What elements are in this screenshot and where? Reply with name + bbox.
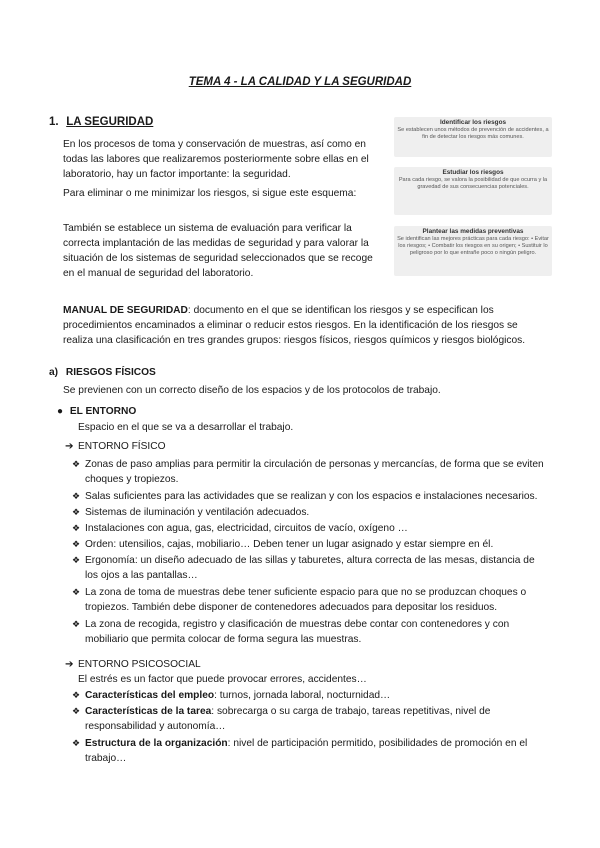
psico-item-line-2: trabajo… (85, 753, 127, 764)
fisico-item (85, 457, 545, 487)
psico-item (85, 704, 545, 734)
diamond-bullet-icon: ❖ (72, 690, 81, 700)
page-title: TEMA 4 - LA CALIDAD Y LA SEGURIDAD (188, 76, 412, 88)
diamond-bullet-icon: ❖ (72, 491, 81, 501)
scheme-text: Se establecen unos métodos de prevención de accidentes, a fin de detectar los riesgos más comunes. (397, 127, 549, 140)
fisico-item-line-1: Ergonomía: un diseño adecuado de las sillas y taburetes, altura correcta de las mesas, distancia de (85, 555, 535, 566)
section-title: LA SEGURIDAD (66, 116, 154, 128)
psico-item-line-1 (85, 736, 545, 751)
diamond-bullet-icon: ❖ (72, 523, 81, 533)
entorno-fisico-heading (65, 439, 166, 454)
manual-label: MANUAL DE SEGURIDAD (63, 305, 188, 316)
entorno-psico-heading (65, 657, 201, 672)
fisico-item-line-1: Instalaciones con agua, gas, electricidad, circuitos de vacío, oxígeno … (85, 523, 408, 534)
psico-item-line-1 (85, 704, 545, 719)
psico-item-text: : nivel de participación permitido, posibilidades de promoción en el (227, 738, 528, 749)
fisico-item-line-2: los ojos a las pantallas… (85, 570, 198, 581)
entorno-desc: Espacio en el que se va a desarrollar el trabajo. (78, 422, 294, 433)
diamond-bullet-icon: ❖ (72, 459, 81, 469)
psico-item-text: : sobrecarga o su carga de trabajo, tareas repetitivas, nivel de (211, 706, 491, 717)
intro-paragraph-1: En los procesos de toma y conservación de muestras, así como en todas las labores que realizaremos posteriormente sobre ellas en el laboratorio, hay un factor importante: la seguridad. (63, 139, 369, 180)
fisico-item (85, 537, 545, 552)
diamond-bullet-icon: ❖ (72, 619, 81, 629)
scheme-title: Estudiar los riesgos (442, 169, 504, 176)
diamond-bullet-icon: ❖ (72, 706, 81, 716)
fisico-item (85, 521, 545, 536)
intro-paragraph-2: Para eliminar o me minimizar los riesgos, si sigue este esquema: (63, 188, 357, 199)
scheme-box-study (394, 167, 552, 215)
psico-item-text: : turnos, jornada laboral, nocturnidad… (214, 690, 391, 701)
subsection-intro: Se previenen con un correcto diseño de los espacios y de los protocolos de trabajo. (63, 385, 441, 396)
psico-item-line-2: responsabilidad y autonomía… (85, 721, 226, 732)
scheme-text: Para cada riesgo, se valora la posibilidad de que ocurra y la gravedad de sus consecuencias potenciales. (398, 177, 548, 190)
fisico-item-line-1: Salas suficientes para las actividades que se realizan y con los espacios e instalaciones necesarios. (85, 491, 538, 502)
entorno-psico-title: ENTORNO PSICOSOCIAL (78, 659, 201, 670)
fisico-item (85, 585, 545, 615)
fisico-item-line-1: La zona de recogida, registro y clasificación de muestras debe contar con contenedores y con (85, 619, 510, 630)
scheme-title: Identificar los riesgos (439, 119, 507, 126)
diamond-bullet-icon: ❖ (72, 738, 81, 748)
fisico-item-line-1: Orden: utensilios, cajas, mobiliario… Deben tener un lugar asignado y estar siempre en él. (85, 539, 494, 550)
entorno-heading (57, 404, 136, 419)
psico-item (85, 688, 545, 703)
psico-item-label: Características del empleo (85, 690, 215, 701)
section-heading (49, 115, 153, 130)
psico-item-label: Estructura de la organización (85, 738, 228, 749)
fisico-item (85, 553, 545, 583)
fisico-item-line-2: mobiliario que permita colocar de forma segura las muestras. (85, 634, 362, 645)
fisico-item (85, 505, 545, 520)
entorno-title: EL ENTORNO (69, 406, 137, 417)
fisico-item-line-1: La zona de toma de muestras debe tener suficiente espacio para que no se produzcan choques o (85, 587, 527, 598)
entorno-fisico-title: ENTORNO FÍSICO (78, 441, 166, 452)
manual-text: : documento en el que se identifican los riesgos y se especifican los procedimientos encaminados a eliminar o reducir estos riesgos. En la identificación de los riesgos se realiza una clasificación en tres grandes grupos: riesgos físicos, riesgos químicos y riesgos biológicos. (63, 305, 526, 346)
scheme-text: Se identifican las mejores prácticas para cada riesgo: • Evitar los riesgos; • Combatir los riesgos en su origen; • Sustituir lo peligroso por lo que entrañe poco o ningún peligro. (397, 236, 549, 256)
diamond-bullet-icon: ❖ (72, 587, 81, 597)
scheme-box-identify (394, 117, 552, 157)
psico-item-line-1 (85, 688, 545, 703)
diamond-bullet-icon: ❖ (72, 539, 81, 549)
arrow-right-icon: ➔ (65, 441, 74, 452)
intro-paragraph-3: También se establece un sistema de evaluación para verificar la correcta implantación de las medidas de seguridad y para valorar la situación de los sistemas de seguridad seleccionados que se recoge en el manual de seguridad del laboratorio. (63, 223, 373, 279)
fisico-item-line-1: Sistemas de iluminación y ventilación adecuados. (85, 507, 310, 518)
fisico-item-line-2: tropiezos. También debe disponer de contenedores adecuados para depositar los residuos. (85, 602, 498, 613)
scheme-box-prevent (394, 226, 552, 276)
scheme-title: Plantear las medidas preventivas (422, 228, 524, 235)
subsection-title: RIESGOS FÍSICOS (65, 367, 156, 378)
section-number: 1. (49, 116, 59, 128)
entorno-psico-intro: El estrés es un factor que puede provocar errores, accidentes… (78, 674, 367, 685)
diamond-bullet-icon: ❖ (72, 555, 81, 565)
bullet-icon: ● (57, 406, 64, 417)
manual-paragraph (63, 303, 543, 348)
fisico-item-line-1: Zonas de paso amplias para permitir la circulación de personas y mercancías, de forma que se eviten (85, 459, 544, 470)
arrow-right-icon: ➔ (65, 659, 74, 670)
diamond-bullet-icon: ❖ (72, 507, 81, 517)
subsection-label: a) (49, 367, 59, 378)
fisico-item-line-2: choques y tropiezos. (85, 474, 179, 485)
fisico-item (85, 489, 545, 504)
psico-item-label: Características de la tarea (85, 706, 212, 717)
psico-item (85, 736, 545, 766)
subsection-heading (49, 365, 156, 380)
fisico-item (85, 617, 545, 647)
